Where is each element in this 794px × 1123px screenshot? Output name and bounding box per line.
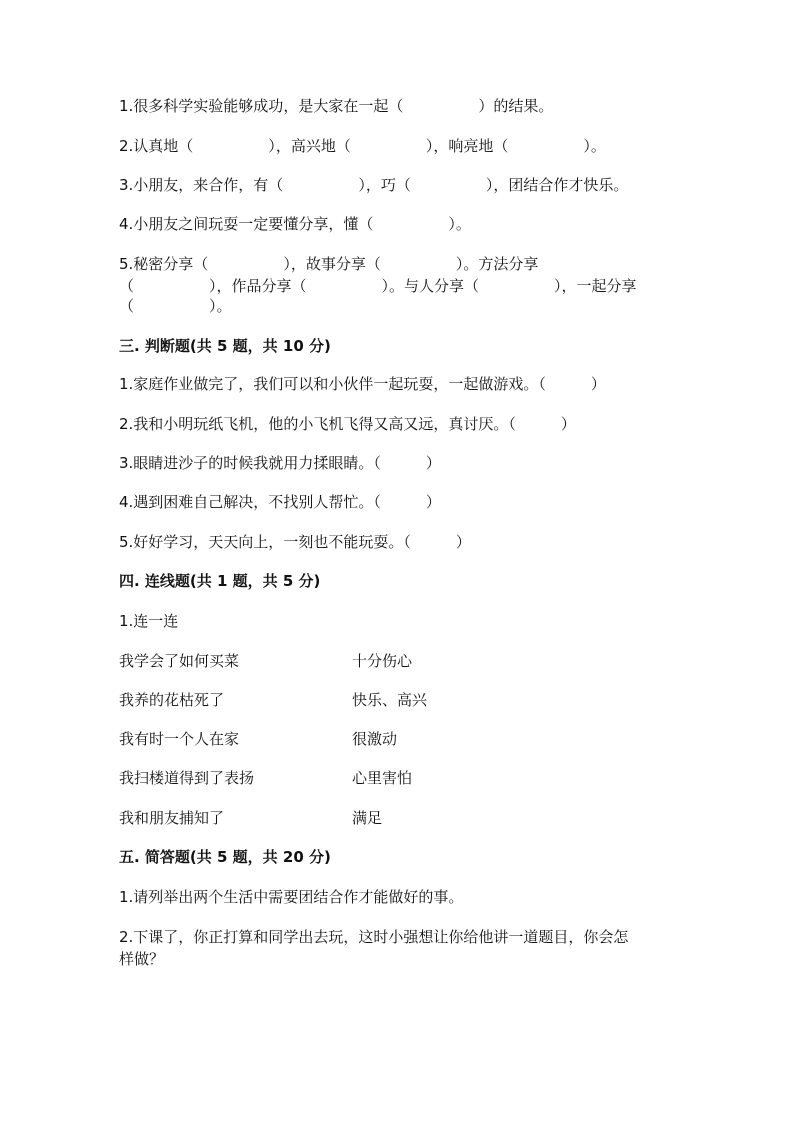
section-3-heading: 三. 判断题(共 5 题，共 10 分) — [119, 337, 331, 355]
fill-question-2: 2.认真地（ ），高兴地（ ），响亮地（ ）。 — [119, 137, 606, 155]
match-left-item: 我有时一个人在家 — [119, 730, 240, 748]
short-answer-question-1: 1.请列举出两个生活中需要团结合作才能做好的事。 — [119, 888, 464, 906]
match-left-item: 我养的花枯死了 — [119, 691, 225, 709]
fill-question-5-line1: 5.秘密分享（ ），故事分享（ ）。方法分享 — [119, 255, 539, 273]
judge-question-1: 1.家庭作业做完了，我们可以和小伙伴一起玩耍，一起做游戏。（ ） — [119, 375, 606, 393]
match-left-item: 我和朋友捕知了 — [119, 809, 225, 827]
fill-question-5-line3: （ ）。 — [119, 297, 232, 315]
match-right-item: 满足 — [352, 809, 383, 827]
section-4-heading: 四. 连线题(共 1 题，共 5 分) — [119, 572, 321, 590]
match-left-item: 我扫楼道得到了表扬 — [119, 769, 255, 787]
fill-question-1: 1.很多科学实验能够成功，是大家在一起（ ）的结果。 — [119, 97, 554, 115]
match-left-item: 我学会了如何买菜 — [119, 652, 240, 670]
match-right-item: 心里害怕 — [352, 769, 413, 787]
match-right-item: 十分伤心 — [352, 652, 413, 670]
section-5-heading: 五. 简答题(共 5 题，共 20 分) — [119, 848, 331, 866]
judge-question-3: 3.眼睛进沙子的时候我就用力揉眼睛。（ ） — [119, 454, 441, 472]
judge-question-4: 4.遇到困难自己解决，不找别人帮忙。（ ） — [119, 493, 441, 511]
short-answer-question-2-line1: 2.下课了，你正打算和同学出去玩，这时小强想让你给他讲一道题目，你会怎 — [119, 928, 629, 946]
fill-question-3: 3.小朋友，来合作，有（ ），巧（ ），团结合作才快乐。 — [119, 176, 629, 194]
match-right-item: 快乐、高兴 — [352, 691, 428, 709]
match-question: 1.连一连 — [119, 612, 179, 630]
match-right-item: 很激动 — [352, 730, 398, 748]
judge-question-5: 5.好好学习，天天向上，一刻也不能玩耍。（ ） — [119, 533, 471, 551]
fill-question-4: 4.小朋友之间玩耍一定要懂分享，懂（ ）。 — [119, 215, 471, 233]
judge-question-2: 2.我和小明玩纸飞机，他的小飞机飞得又高又远，真讨厌。（ ） — [119, 415, 576, 433]
short-answer-question-2-line2: 样做？ — [119, 950, 165, 968]
fill-question-5-line2: （ ），作品分享（ ）。与人分享（ ），一起分享 — [119, 277, 637, 295]
